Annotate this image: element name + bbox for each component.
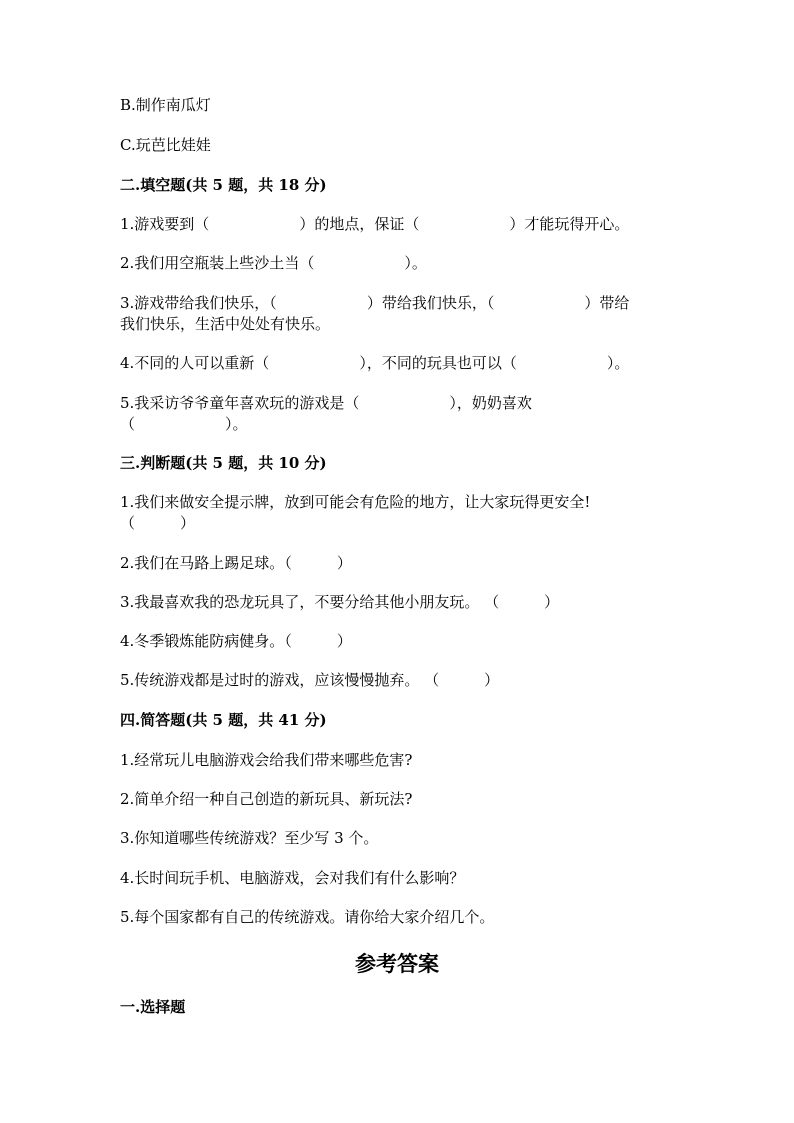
fill-blank-question-5-line-2: （ ）。: [120, 415, 248, 433]
short-answer-question-3: 3.你知道哪些传统游戏？至少写 3 个。: [120, 829, 379, 847]
fill-blank-question-5-line-1: 5.我采访爷爷童年喜欢玩的游戏是（ ），奶奶喜欢: [120, 394, 532, 412]
true-false-question-3: 3.我最喜欢我的恐龙玩具了，不要分给其他小朋友玩。 （ ）: [120, 593, 560, 611]
answers-section-heading-choice: 一.选择题: [120, 998, 186, 1016]
answers-title: 参考答案: [355, 951, 439, 976]
section-heading-true-false: 三.判断题(共 5 题，共 10 分): [120, 454, 327, 472]
short-answer-question-1: 1.经常玩儿电脑游戏会给我们带来哪些危害?: [120, 751, 413, 769]
fill-blank-question-2: 2.我们用空瓶装上些沙土当（ ）。: [120, 254, 427, 272]
true-false-question-2: 2.我们在马路上踢足球。（ ）: [120, 554, 352, 572]
true-false-question-1-line-2: （ ）: [120, 514, 196, 532]
section-heading-short-answer: 四.简答题(共 5 题，共 41 分): [120, 711, 327, 729]
section-heading-fill-blank: 二.填空题(共 5 题，共 18 分): [120, 176, 327, 194]
choice-option-b: B.制作南瓜灯: [120, 96, 211, 114]
short-answer-question-5: 5.每个国家都有自己的传统游戏。请你给大家介绍几个。: [120, 908, 495, 926]
fill-blank-question-3-line-1: 3.游戏带给我们快乐，（ ）带给我们快乐，（ ）带给: [120, 294, 630, 312]
choice-option-c: C.玩芭比娃娃: [120, 136, 211, 154]
short-answer-question-2: 2.简单介绍一种自己创造的新玩具、新玩法?: [120, 790, 413, 808]
fill-blank-question-3-line-2: 我们快乐，生活中处处有快乐。: [120, 315, 331, 333]
fill-blank-question-1: 1.游戏要到（ ）的地点，保证（ ）才能玩得开心。: [120, 215, 630, 233]
true-false-question-4: 4.冬季锻炼能防病健身。（ ）: [120, 632, 352, 650]
true-false-question-1-line-1: 1.我们来做安全提示牌，放到可能会有危险的地方，让大家玩得更安全!: [120, 493, 591, 511]
true-false-question-5: 5.传统游戏都是过时的游戏，应该慢慢抛弃。 （ ）: [120, 671, 500, 689]
fill-blank-question-4: 4.不同的人可以重新（ ），不同的玩具也可以（ ）。: [120, 354, 630, 372]
short-answer-question-4: 4.长时间玩手机、电脑游戏，会对我们有什么影响？: [120, 869, 465, 887]
